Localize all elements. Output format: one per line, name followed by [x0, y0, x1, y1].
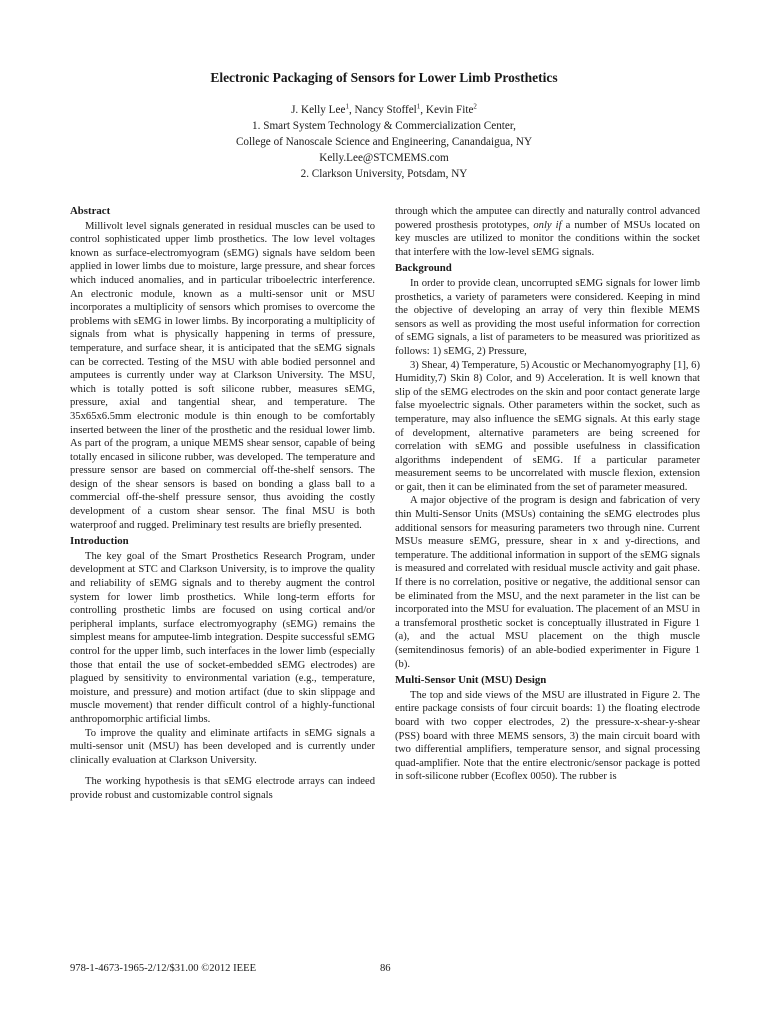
paper-title: Electronic Packaging of Sensors for Lower Limb Prosthetics: [210, 70, 558, 85]
affiliation-marker: 1: [416, 102, 421, 111]
author-names: [0, 102, 768, 118]
page-number: 86: [380, 963, 391, 974]
affiliation-1: 1. Smart System Technology & Commercialization Center,: [252, 120, 516, 132]
background-paragraph: 3) Shear, 4) Temperature, 5) Acoustic or Mechanomyography [1], 6) Humidity,7) Skin 8) Color, and 9) Acceleration. It is well known that slip of the sEMG electrodes on the skin and poor contact generate large false myoelectric signals. Other parameters within the socket, such as temperature, may also influence the sEMG signals. At this early stage of development, alternative parameters are being screened for correlation with sEMG and possible usefulness in classification algorithms independent of sEMG. If a particular parameter measurement seems to be uncorrelated with muscle flexion, extension or gait, then it can be eliminated from the set of parameter measured.: [395, 359, 700, 493]
right-column: [395, 205, 700, 784]
introduction-paragraph: The key goal of the Smart Prosthetics Research Program, under development at STC and Clarkson University, is to improve the quality and reliability of sEMG signals and to thereby augment the control system for lower limb prosthetics. While long-term efforts for controlling prosthetic limbs are focused on using cortical and/or peripheral implants, surface electromyography (sEMG) remains the simplest means for amputee-limb integration. Despite successful sEMG control for the upper limb, such interfaces in the lower limb (especially those that entail the use of socket-embedded sEMG electrodes) are plagued by sensitivity to environmental variation (e.g., temperature, moisture, and pressure) and motion artifact (due to skin slippage and muscle movement) that render difficult control of a highly-functional anthropomorphic artificial limbs.: [70, 550, 375, 725]
affiliation-marker: 1: [345, 102, 349, 111]
author-separator: ,: [420, 104, 426, 116]
left-column: [70, 205, 375, 803]
author-email: Kelly.Lee@STCMEMS.com: [319, 152, 449, 164]
affiliation-1-line2: College of Nanoscale Science and Engineering, Canandaigua, NY: [235, 136, 533, 148]
abstract-text: Millivolt level signals generated in residual muscles can be used to control sophisticated upper limb prosthetics. The low level voltages known as surface-electromyogram (sEMG) signals have seldom been applied in lower limbs due to moisture, large pressure, and shear forces which induced anomalies, and in particular triboelectric interference. An electronic module, known as a multi-sensor unit or MSU incorporates a multiplicity of sensors which promises to overcome the problems with sEMG in lower limbs. By incorporating a multiplicity of signals from what is physically happening in terms of pressure, temperature, and surface shear, it is anticipated that the sEMG signals can be corrected. Testing of the MSU with able bodied personnel and amputees is currently under way at Clarkson University. The MSU, which is totally potted is soft silicone rubber, measures sEMG, pressure, axial and tangential shear, and temperature. The 35x65x6.5mm electronic module is thin enough to be comfortably inserted between the liner of the prosthetic and the residual lower limb. As part of the program, a unique MEMS shear sensor, capable of being totally encased in silicone rubber, was developed. The temperature and pressure sensor are based on commercial off-the-shelf sensors. The design of the shear sensors is based on bonding a glass ball to a commercial off-the-shelf pressure sensor, thus avoiding the costly development of a custom shear sensor. The final MSU is both waterproof and rugged. Preliminary test results are briefly presented.: [70, 220, 375, 531]
abstract-heading: Abstract: [70, 205, 111, 217]
background-paragraph: A major objective of the program is design and fabrication of very thin Multi-Sensor Units (MSUs) containing the sEMG electrodes plus additional sensors for measuring parameters two through nine. Current MSUs measure sEMG, pressure, shear in x and y-directions, and temperature. The additional information in support of the sEMG signals is measured and correlated with residual muscle activity and gait phase. If there is no correlation, positive or negative, the additional sensor can be eliminated from the MSU, and the next parameter in the list can be incorporated into the MSU for evaluation. The placement of an MSU in a transfemoral prosthetic socket is conceptually illustrated in Figure 1 (a), and the actual MSU placement on the thigh muscle (semitendinosus femoris) of an able-bodied experimenter in Figure 1 (b).: [395, 495, 700, 670]
author-name: Nancy Stoffel: [354, 104, 417, 116]
msu-design-paragraph: The top and side views of the MSU are illustrated in Figure 2. The entire package consists of four circuit boards: 1) the floating electrode board with two copper electrodes, 2) the pressure-x-shear-y-shear (PSS) board with three MEMS sensors, 3) the main circuit board with two differential amplifiers, temperature sensor, and signal processing quad-amplifier. Note that the entire electronic/sensor package is potted in soft-silicone rubber (Ecoflex 0050). The rubber is: [395, 689, 700, 783]
footer-isbn: 978-1-4673-1965-2/12/$31.00 ©2012 IEEE: [70, 963, 257, 974]
author-name: Kevin Fite: [425, 104, 474, 116]
introduction-paragraph: To improve the quality and eliminate artifacts in sEMG signals a multi-sensor unit (MSU) has been developed and is currently under clinically evaluation at Clarkson University.: [70, 727, 375, 766]
introduction-paragraph: The working hypothesis is that sEMG electrode arrays can indeed provide robust and customizable control signals: [70, 776, 375, 801]
introduction-heading: Introduction: [70, 535, 129, 548]
author-name: J. Kelly Lee: [291, 104, 346, 116]
continued-text: through which the amputee can directly and naturally control advanced powered prosthesis prototypes,: [395, 206, 700, 231]
msu-design-heading: Multi-Sensor Unit (MSU) Design: [395, 674, 547, 687]
background-heading: Background: [395, 262, 452, 275]
author-block: [0, 102, 768, 182]
background-paragraph: In order to provide clean, uncorrupted sEMG signals for lower limb prosthetics, a variety of parameters were considered. Keeping in mind the objective of developing an array of very thin flexible MEMS sensors as well as providing the most useful information for correction of sEMG signals, a list of parameters to be measured was prioritized as follows: 1) sEMG, 2) Pressure,: [395, 277, 700, 357]
continued-paragraph: [395, 205, 700, 259]
affiliation-2: 2. Clarkson University, Potsdam, NY: [300, 168, 468, 180]
affiliation-marker: 2: [473, 102, 477, 111]
author-separator: ,: [348, 104, 355, 116]
continued-text: a number of MSUs located on key muscles are utilized to monitor the conditions within the socket that interfere with the low-level sEMG signals.: [395, 219, 701, 258]
emphasis-text: only if: [533, 219, 562, 231]
